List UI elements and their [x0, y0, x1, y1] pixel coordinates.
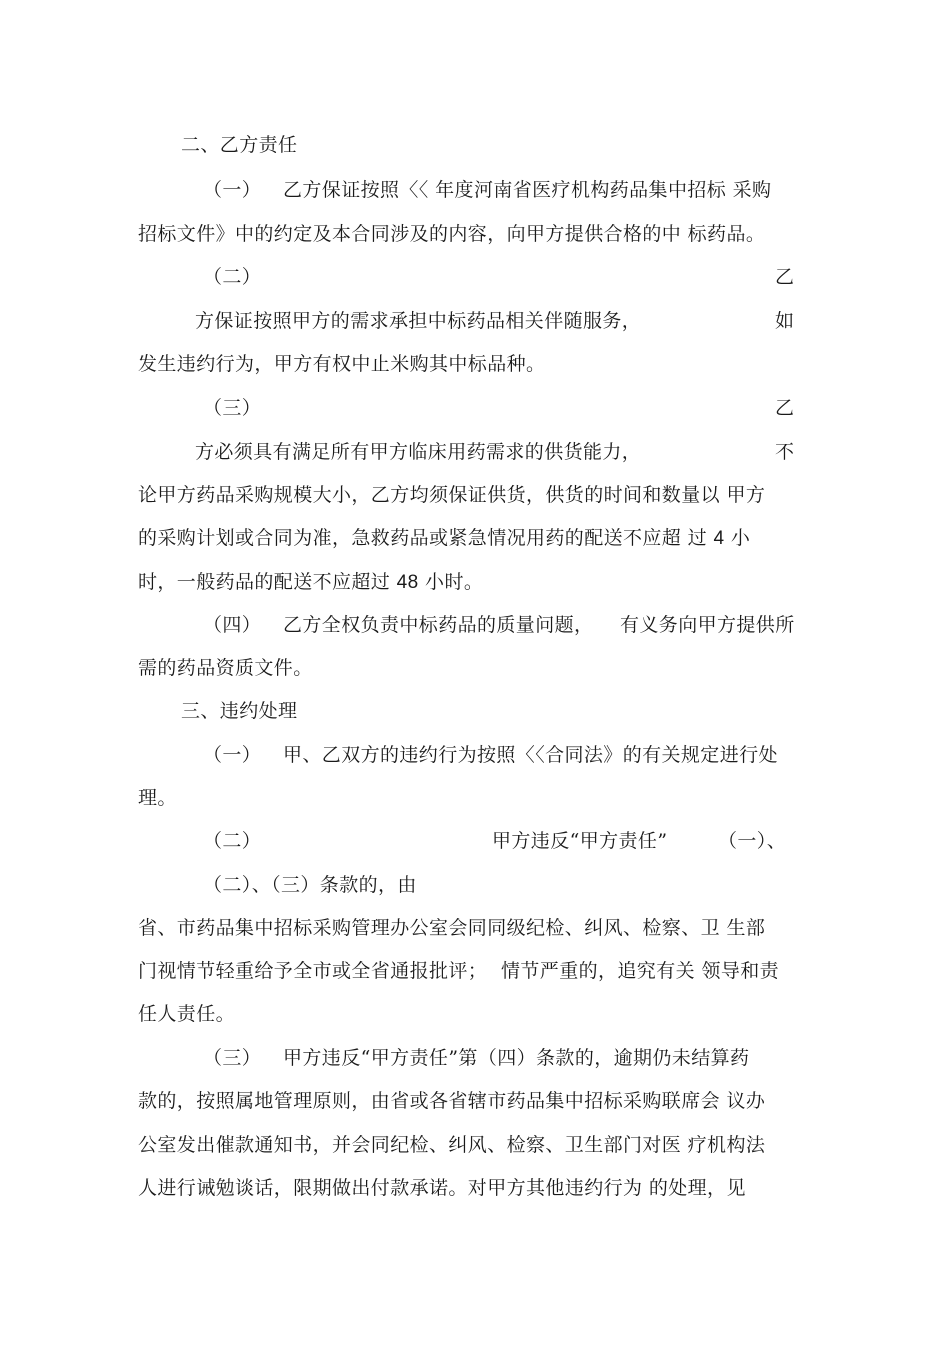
paragraph-line: 有义务向甲方提供所 [620, 614, 795, 636]
paragraph-line: （一）、 [718, 830, 787, 852]
line-text: 的采购计划或合同为准，急救药品或紧急情况用药的配送不应超 过 [138, 527, 708, 549]
paragraph-line: 论甲方药品采购规模大小，乙方均须保证供货，供货的时间和数量以 甲方 [138, 484, 766, 506]
clause-number: （三） [203, 397, 262, 419]
paragraph-line: 门视情节轻重给予全市或全省通报批评； [138, 960, 488, 982]
paragraph-fragment: 乙 [775, 397, 795, 419]
paragraph-line: 乙方全权负责中标药品的质量问题， [283, 614, 594, 636]
paragraph-line: 任人责任。 [138, 1003, 236, 1025]
paragraph-line: 乙方保证按照〈〈 年度河南省医疗机构药品集中招标 采购 [283, 179, 772, 201]
paragraph-fragment: 不 [775, 441, 795, 463]
paragraph-line [138, 526, 750, 551]
paragraph-line: 人进行诫勉谈话，限期做出付款承诺。对甲方其他违约行为 的处理，见 [138, 1177, 746, 1199]
paragraph-fragment: 乙 [775, 266, 795, 288]
paragraph-line: 方必须具有满足所有甲方临床用药需求的供货能力， [195, 441, 642, 463]
paragraph-line: 公室发出催款通知书，并会同纪检、纠风、检察、卫生部门对医 疗机构法 [138, 1134, 766, 1156]
hours-number: 48 [396, 572, 419, 593]
clause-number: （二） [203, 830, 262, 852]
clause-number: （一） [203, 744, 262, 766]
hours-number: 4 [713, 528, 725, 549]
line-text: 时，一般药品的配送不应超过 [138, 571, 391, 593]
paragraph-line: 方保证按照甲方的需求承担中标药品相关伴随服务， [195, 310, 642, 332]
paragraph-line: 需的药品资质文件。 [138, 657, 313, 679]
clause-number: （四） [203, 614, 262, 636]
paragraph-line: 发生违约行为，甲方有权中止米购其中标品种。 [138, 353, 546, 375]
paragraph-line: 情节严重的，追究有关 领导和责 [501, 960, 780, 982]
section-heading-party-b-duties: 二、乙方责任 [181, 134, 298, 156]
paragraph-line: 甲方违反“甲方责任”第（四）条款的，逾期仍未结算药 [283, 1047, 750, 1069]
paragraph-line: 理。 [138, 787, 177, 809]
line-text: 小 [730, 527, 751, 549]
paragraph-line: 省、市药品集中招标采购管理办公室会同同级纪检、纠风、检察、卫 生部 [138, 917, 766, 939]
paragraph-line: 款的，按照属地管理原则，由省或各省辖市药品集中招标采购联席会 议办 [138, 1090, 766, 1112]
clause-number: （一） [203, 179, 262, 201]
paragraph-fragment: 如 [775, 310, 795, 332]
paragraph-line [138, 570, 483, 595]
paragraph-line: 甲、乙双方的违约行为按照〈〈合同法》的有关规定进行处 [283, 744, 778, 766]
paragraph-line: 甲方违反“甲方责任” [492, 830, 668, 852]
paragraph-line: 招标文件》中的约定及本合同涉及的内容，向甲方提供合格的中 标药品。 [138, 223, 766, 245]
clause-number: （二） [203, 266, 262, 288]
paragraph-line: （二）、（三）条款的，由 [203, 874, 417, 896]
clause-number: （三） [203, 1047, 262, 1069]
section-heading-breach-handling: 三、违约处理 [181, 700, 298, 722]
line-text: 小时。 [425, 571, 484, 593]
